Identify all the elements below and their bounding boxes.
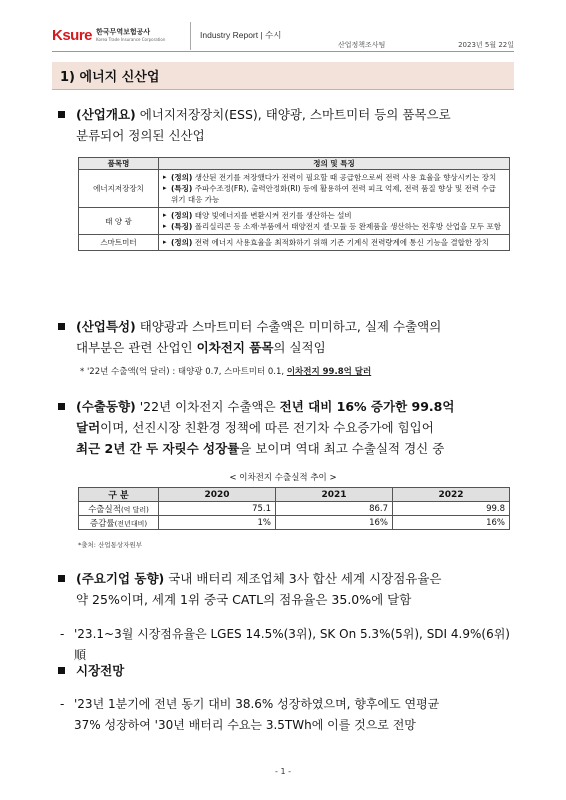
list-item: ▸ (정의) 생산된 전기를 저장했다가 전력이 필요할 때 공급함으로써 전력 사용 효율을 향상시키는 장치 <box>163 172 505 183</box>
market-share-detail: - '23.1~3월 시장점유율은 LGES 14.5%(3위), SK On 5.3%(5위), SDI 4.9%(6위) 順 <box>60 627 510 662</box>
table-title: < 이차전지 수출실적 추이 > <box>229 473 337 483</box>
paragraph-industry-overview <box>52 104 522 146</box>
square-bullet-icon <box>58 403 65 410</box>
square-bullet-icon <box>58 667 65 674</box>
paragraph-heading: (산업개요) <box>76 107 136 122</box>
section-title: 1) 에너지 신산업 <box>52 62 514 90</box>
table-source: *출처: 산업통상자원부 <box>78 541 143 549</box>
list-item: ▸ (정의) 전력 에너지 사용효율을 최적화하기 위해 기존 기계식 전력량계에 통신 기능을 결합한 장치 <box>163 237 505 248</box>
paragraph-export-trend: (수출동향) '22년 이차전지 수출액은 전년 대비 16% 증가한 99.8억 달러이며, 선진시장 친환경 정책에 따른 전기차 수요증가에 힘입어 최근 2년 간 두 자릿수 성장률을 보이며 역대 최고 수출실적 경신 중 <box>52 396 522 459</box>
table-header: 2021 <box>276 488 393 502</box>
paragraph-text-line2: 분류되어 정의된 신산업 <box>76 128 205 143</box>
logo-korean-name: 한국무역보험공사 <box>96 27 151 36</box>
square-bullet-icon <box>58 575 65 582</box>
item-name: 에너지저장장치 <box>79 170 159 208</box>
footnote-export: * '22년 수출액(억 달러) : 태양광 0.7, 스마트미터 0.1, 이차전지 99.8억 달러 <box>80 367 372 377</box>
list-item: ▸ (특징) 주파수조정(FR), 출력안정화(RI) 등에 활용하여 전력 피크 억제, 전력 품질 향상 및 전력 수급 위기 대응 가능 <box>163 183 505 205</box>
page-number: - 1 - <box>275 767 291 776</box>
item-name: 스마트미터 <box>79 235 159 251</box>
square-bullet-icon <box>58 111 65 118</box>
table-row: 수출실적(억 달러) 75.1 86.7 99.8 <box>79 502 510 516</box>
logo-english-name: Korea Trade Insurance Corporation <box>96 36 166 42</box>
report-type: Industry Report | 수시 <box>200 30 282 40</box>
table-header: 2022 <box>393 488 510 502</box>
table-header: 품목명 <box>79 158 159 170</box>
header-rule <box>52 51 514 52</box>
table-row <box>79 208 510 235</box>
department: 산업정책조사팀 <box>338 41 386 49</box>
ksure-logo <box>52 24 165 46</box>
report-date: 2023년 5월 22일 <box>458 41 514 49</box>
header-divider <box>190 22 191 50</box>
table-header: 정의 및 특징 <box>159 158 510 170</box>
table-row: 증감률(전년대비) 1% 16% 16% <box>79 516 510 530</box>
report-header <box>52 20 514 50</box>
logo-mark: Ksure <box>52 26 93 44</box>
item-name: 태 양 광 <box>79 208 159 235</box>
paragraph-text: 에너지저장장치(ESS), 태양광, 스마트미터 등의 품목으로 <box>135 107 451 122</box>
definition-table <box>78 157 510 251</box>
outlook-detail: - '23년 1분기에 전년 동기 대비 38.6% 성장하였으며, 향후에도 연평균 37% 성장하여 '30년 배터리 수요는 3.5TWh에 이를 것으로 전망 <box>60 697 440 732</box>
export-table <box>78 487 510 530</box>
paragraph-industry-characteristics: (산업특성) 태양광과 스마트미터 수출액은 미미하고, 실제 수출액의 대부분은 관련 산업인 이차전지 품목의 실적임 <box>52 316 522 358</box>
paragraph-key-companies: (주요기업 동향) 국내 배터리 제조업체 3사 합산 세계 시장점유율은 약 25%이며, 세계 1위 중국 CATL의 점유율은 35.0%에 달함 <box>52 568 522 610</box>
table-header: 2020 <box>159 488 276 502</box>
list-item: ▸ (특징) 폴리실리콘 등 소재·부품에서 태양전지 셀·모듈 등 완제품을 생산하는 전후방 산업을 모두 포함 <box>163 221 505 232</box>
square-bullet-icon <box>58 323 65 330</box>
table-row <box>79 170 510 208</box>
table-header: 구 분 <box>79 488 159 502</box>
paragraph-market-outlook: 시장전망 <box>52 660 522 681</box>
list-item: ▸ (정의) 태양 빛에너지를 변환시켜 전기를 생산하는 설비 <box>163 210 505 221</box>
table-row <box>79 235 510 251</box>
